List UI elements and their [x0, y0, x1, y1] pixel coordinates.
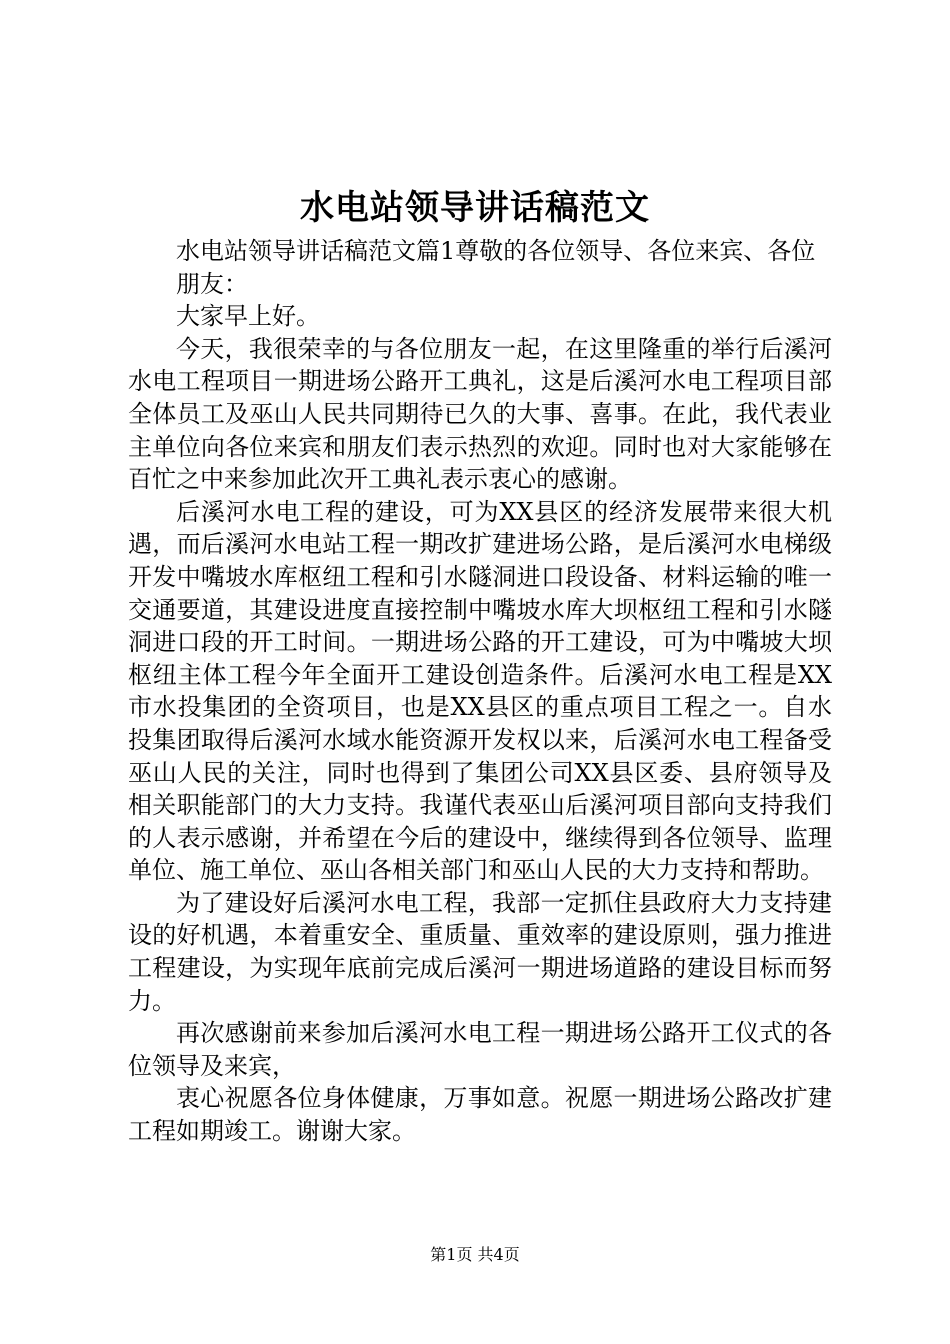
- paragraph: 再次感谢前来参加后溪河水电工程一期进场公路开工仪式的各位领导及来宾，: [128, 1019, 832, 1080]
- paragraph: 朋友：: [176, 269, 248, 298]
- paragraph: 今天，我很荣幸的与各位朋友一起，在这里隆重的举行后溪河水电工程项目一期进场公路开工典礼，这是后溪河水电工程项目部全体员工及巫山人民共同期待已久的大事、喜事。在此，我代表业主单位向各位来宾和朋友们表示热烈的欢迎。同时也对大家能够在百忙之中来参加此次开工典礼表示衷心的感谢。: [128, 334, 832, 494]
- paragraph: 大家早上好。: [176, 302, 320, 331]
- paragraph: 水电站领导讲话稿范文篇1尊敬的各位领导、各位来宾、各位: [176, 237, 816, 265]
- paragraph: 后溪河水电工程的建设，可为XX县区的经济发展带来很大机遇，而后溪河水电站工程一期改扩建进场公路，是后溪河水电梯级开发中嘴坡水库枢纽工程和引水隧洞进口段设备、材料运输的唯一交通要道，其建设进度直接控制中嘴坡水库大坝枢纽工程和引水隧洞进口段的开工时间。一期进场公路的开工建设，可为中嘴坡大坝枢纽主体工程今年全面开工建设创造条件。后溪河水电工程是XX市水投集团的全资项目，也是XX县区的重点项目工程之一。自水投集团取得后溪河水域水能资源开发权以来，后溪河水电工程备受巫山人民的关注，同时也得到了集团公司XX县区委、县府领导及相关职能部门的大力支持。我谨代表巫山后溪河项目部向支持我们的人表示感谢，并希望在今后的建设中，继续得到各位领导、监理单位、施工单位、巫山各相关部门和巫山人民的大力支持和帮助。: [128, 497, 832, 885]
- page-footer: 第1页 共4页: [430, 1245, 520, 1264]
- document-body: [128, 235, 832, 1148]
- document-title: 水电站领导讲话稿范文: [300, 188, 650, 228]
- paragraph: 衷心祝愿各位身体健康，万事如意。祝愿一期进场公路改扩建工程如期竣工。谢谢大家。: [128, 1084, 832, 1146]
- paragraph: 为了建设好后溪河水电工程，我部一定抓住县政府大力支持建设的好机遇，本着重安全、重质量、重效率的建设原则，强力推进工程建设，为实现年底前完成后溪河一期进场道路的建设目标而努力。: [128, 888, 832, 1015]
